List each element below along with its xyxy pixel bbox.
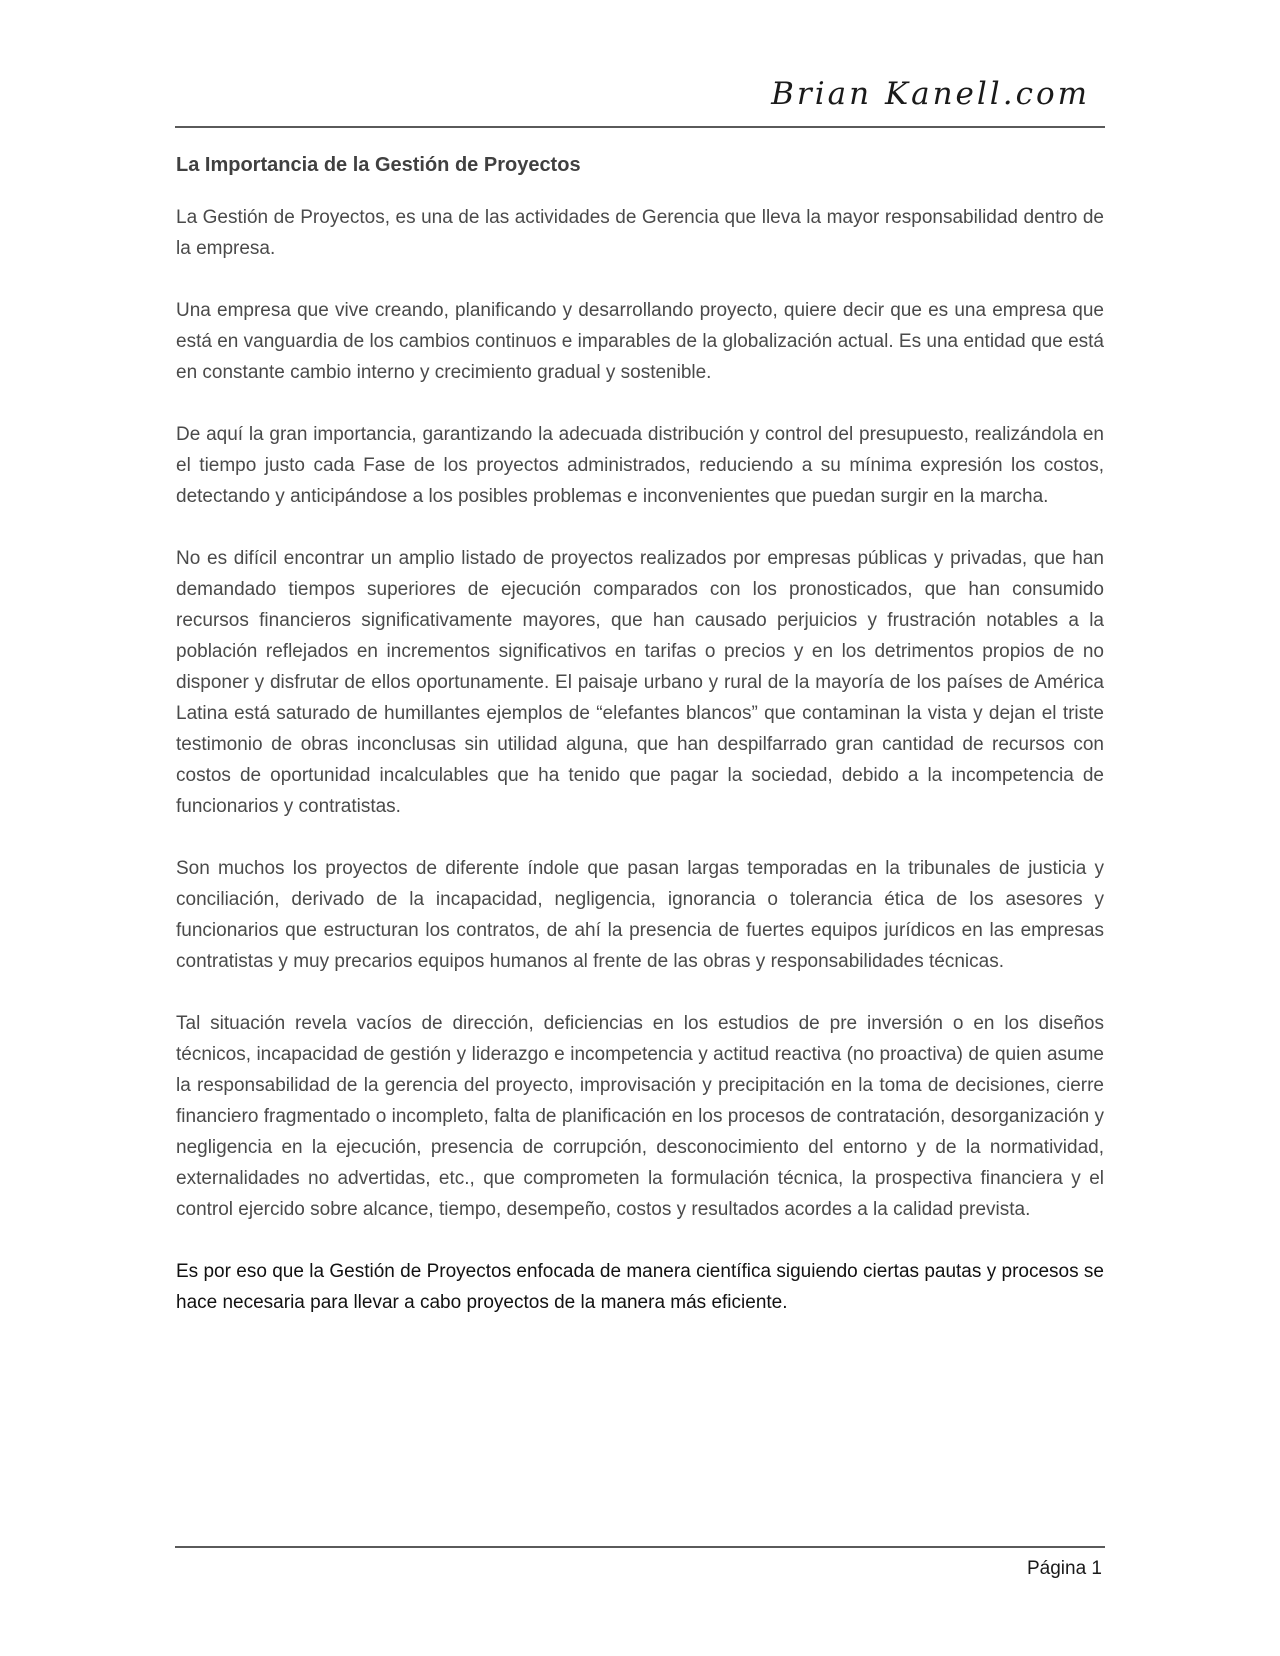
paragraph-6: Tal situación revela vacíos de dirección, deficiencias en los estudios de pre inversión o en los diseños técnicos, incapacidad de gestión y liderazgo e incompetencia y actitud reactiva (no proactiva) de quien asume la responsabilidad de la gerencia del proyecto, improvisación y precipitación en la toma de decisiones, cierre financiero fragmentado o incompleto, falta de planificación en los procesos de contratación, desorganización y negligencia en la ejecución, presencia de corrupción, desconocimiento del entorno y de la normatividad, externalidades no advertidas, etc., que comprometen la formulación técnica, la prospectiva financiera y el control ejercido sobre alcance, tiempo, desempeño, costos y resultados acordes a la calidad prevista. [176, 1013, 1104, 1220]
header-logo: Brian Kanell.com [771, 76, 1090, 112]
paragraph-1: La Gestión de Proyectos, es una de las actividades de Gerencia que lleva la mayor responsabilidad dentro de la empresa. [176, 207, 1104, 259]
paragraph-2: Una empresa que vive creando, planificando y desarrollando proyecto, quiere decir que es una empresa que está en vanguardia de los cambios continuos e imparables de la globalización actual. Es una entidad que está en constante cambio interno y crecimiento gradual y sostenible. [176, 300, 1104, 383]
paragraph-3: De aquí la gran importancia, garantizando la adecuada distribución y control del presupuesto, realizándola en el tiempo justo cada Fase de los proyectos administrados, reduciendo a su mínima expresión los costos, detectando y anticipándose a los posibles problemas e inconvenientes que puedan surgir en la marcha. [176, 424, 1104, 507]
paragraph-5: Son muchos los proyectos de diferente índole que pasan largas temporadas en la tribunales de justicia y conciliación, derivado de la incapacidad, negligencia, ignorancia o tolerancia ética de los asesores y funcionarios que estructuran los contratos, de ahí la presencia de fuertes equipos jurídicos en las empresas contratistas y muy precarios equipos humanos al frente de las obras y responsabilidades técnicas. [176, 858, 1104, 972]
paragraph-7: Es por eso que la Gestión de Proyectos enfocada de manera científica siguiendo ciertas pautas y procesos se hace necesaria para llevar a cabo proyectos de la manera más eficiente. [176, 1261, 1104, 1313]
document-body [176, 150, 1104, 1349]
document-title: La Importancia de la Gestión de Proyectos [176, 154, 581, 176]
footer-divider [175, 1546, 1105, 1548]
paragraph-4: No es difícil encontrar un amplio listado de proyectos realizados por empresas públicas y privadas, que han demandado tiempos superiores de ejecución comparados con los pronosticados, que han consumido recursos financieros significativamente mayores, que han causado perjuicios y frustración notables a la población reflejados en incrementos significativos en tarifas o precios y en los detrimentos propios de no disponer y disfrutar de ellos oportunamente. El paisaje urbano y rural de la mayoría de los países de América Latina está saturado de humillantes ejemplos de “elefantes blancos” que contaminan la vista y dejan el triste testimonio de obras inconclusas sin utilidad alguna, que han despilfarrado gran cantidad de recursos con costos de oportunidad incalculables que ha tenido que pagar la sociedad, debido a la incompetencia de funcionarios y contratistas. [176, 548, 1104, 817]
header-divider [175, 126, 1105, 128]
page-number: Página 1 [1026, 1558, 1102, 1579]
